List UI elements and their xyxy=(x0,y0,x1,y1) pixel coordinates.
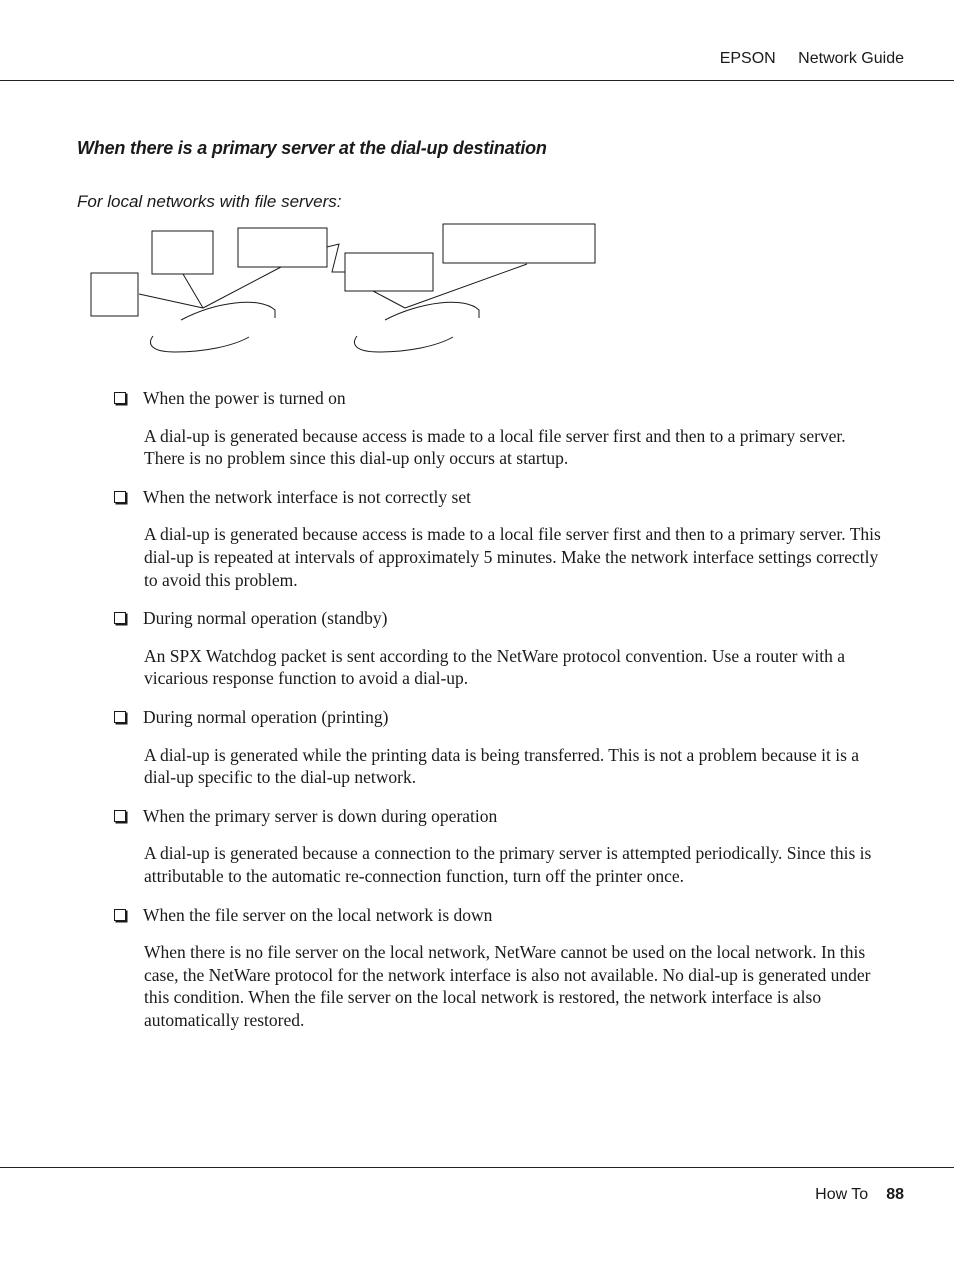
content-list xyxy=(114,387,884,1047)
list-item xyxy=(114,486,884,591)
item-title: When the primary server is down during operation xyxy=(143,805,498,826)
diagram-caption: For local networks with file servers: xyxy=(77,192,342,211)
footer-section: How To xyxy=(815,1186,869,1203)
checkbox-bullet-icon xyxy=(114,491,126,503)
item-description: When there is no file server on the local network, NetWare cannot be used on the local network. In this case, the NetWare protocol for the network interface is also not available. No dial-up is generated under this condition. When the file server on the local network is restored, the network interface is also automatically restored. xyxy=(144,942,871,1030)
item-title: During normal operation (standby) xyxy=(143,608,388,629)
list-item xyxy=(114,904,884,1032)
diagram-box-left-mid xyxy=(152,231,213,274)
checkbox-bullet-icon xyxy=(114,392,126,404)
diagram-box-right-wide xyxy=(443,224,595,263)
footer-rule xyxy=(0,1167,954,1168)
checkbox-bullet-icon xyxy=(114,810,126,822)
diagram-connector-right-2 xyxy=(405,264,527,308)
diagram-network-curve-left-lower xyxy=(151,336,249,352)
diagram-connector-left-3 xyxy=(203,267,281,308)
list-item xyxy=(114,387,884,470)
header-brand: EPSON xyxy=(719,50,776,67)
header-rule xyxy=(0,80,954,81)
diagram-connector-left-1 xyxy=(139,294,203,308)
page-header xyxy=(720,50,904,68)
checkbox-bullet-icon xyxy=(114,612,126,624)
item-title: When the power is turned on xyxy=(143,388,346,408)
page-footer xyxy=(815,1186,904,1204)
checkbox-bullet-icon xyxy=(114,711,126,723)
diagram-connector-right-1 xyxy=(373,291,405,308)
diagram-network-curve-left-upper xyxy=(181,302,275,320)
list-item xyxy=(114,805,884,888)
diagram-connector-left-2 xyxy=(183,274,203,308)
list-item xyxy=(114,607,884,690)
item-title: When the file server on the local network is down xyxy=(143,904,493,925)
item-description: A dial-up is generated because access is made to a local file server first and then to a primary server. This dial-up is repeated at intervals of approximately 5 minutes. Make the network interface settings correctly to avoid this problem. xyxy=(144,524,881,590)
network-diagram xyxy=(85,220,605,365)
item-title: When the network interface is not correctly set xyxy=(143,486,471,507)
diagram-box-left-wide xyxy=(238,228,327,267)
section-title: When there is a primary server at the dial-up destination xyxy=(77,138,547,158)
checkbox-bullet-icon xyxy=(114,909,126,921)
diagram-network-curve-right-lower xyxy=(355,336,453,352)
list-item xyxy=(114,706,884,789)
diagram-box-left-small xyxy=(91,273,138,316)
header-guide-title: Network Guide xyxy=(798,50,904,67)
item-description: A dial-up is generated while the printing data is being transferred. This is not a problem because it is a dial-up specific to the dial-up network. xyxy=(144,744,860,788)
item-title: During normal operation (printing) xyxy=(143,706,389,727)
item-description: A dial-up is generated because access is made to a local file server first and then to a primary server. There is no problem since this dial-up only occurs at startup. xyxy=(144,425,846,469)
page-number: 88 xyxy=(886,1186,904,1203)
item-description: An SPX Watchdog packet is sent according to the NetWare protocol convention. Use a router with a vicarious response function to avoid a dial-up. xyxy=(144,645,846,689)
diagram-box-right-mid xyxy=(345,253,433,291)
item-description: A dial-up is generated because a connection to the primary server is attempted periodically. Since this is attributable to the automatic re-connection function, turn off the printer once. xyxy=(144,843,872,886)
diagram-link-stub xyxy=(327,244,345,272)
